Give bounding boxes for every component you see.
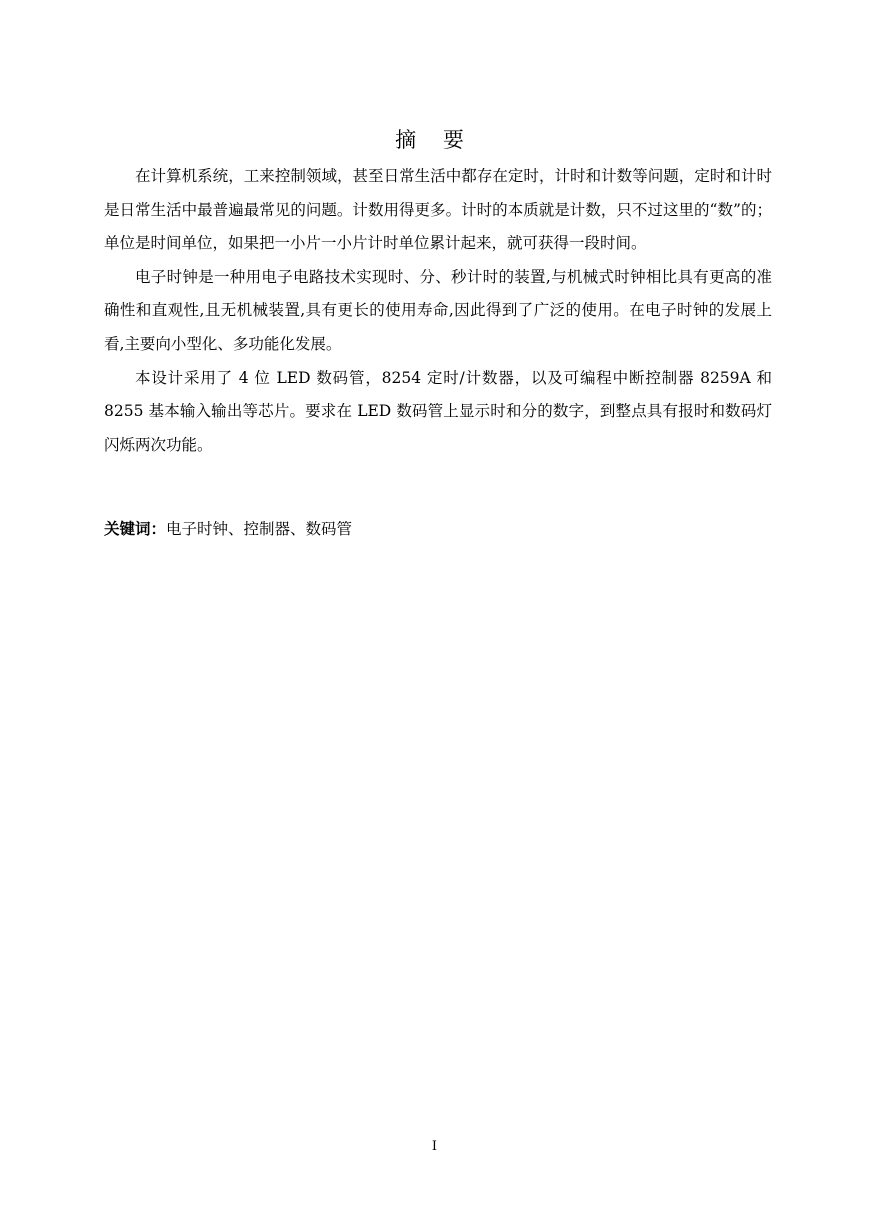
keywords-value: 电子时钟、控制器、数码管 <box>166 520 353 538</box>
abstract-paragraph-1: 在计算机系统，工来控制领域，甚至日常生活中都存在定时，计时和计数等问题，定时和计时是日常生活中最普遍最常见的问题。计数用得更多。计时的本质就是计数，只不过这里的“数”的；单位是时间单位，如果把一小片一小片计时单位累计起来，就可获得一段时间。 <box>104 167 772 253</box>
keywords-label: 关键词： <box>104 520 167 538</box>
abstract-paragraph-3: 本设计采用了 4 位 LED 数码管，8254 定时/计数器，以及可编程中断控制器 8259A 和 8255 基本输入输出等芯片。要求在 LED 数码管上显示时和分的数字，到整点具有报时和数码灯闪烁两次功能。 <box>104 368 772 454</box>
keywords-line <box>104 514 772 544</box>
abstract-title: 摘 要 <box>395 128 474 152</box>
abstract-paragraph-2: 电子时钟是一种用电子电路技术实现时、分、秒计时的装置,与机械式时钟相比具有更高的准确性和直观性,且无机械装置,具有更长的使用寿命,因此得到了广泛的使用。在电子时钟的发展上看,主要向小型化、多功能化发展。 <box>104 267 772 353</box>
page-number: I <box>431 1139 438 1154</box>
abstract-body <box>104 160 772 462</box>
